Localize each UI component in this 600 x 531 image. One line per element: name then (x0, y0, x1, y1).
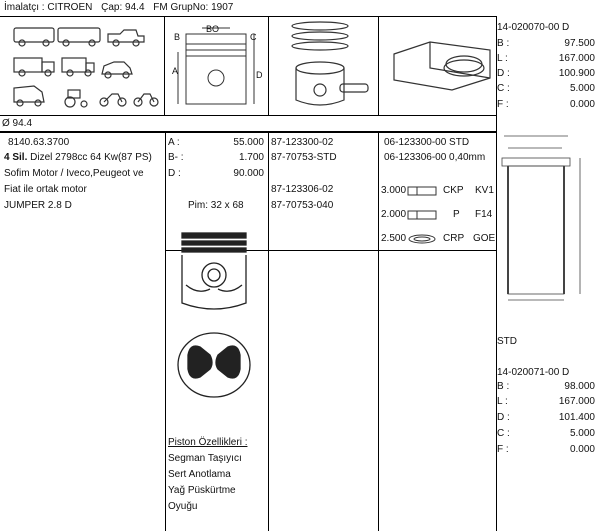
piston-dim-d: D : 90.000 (168, 168, 264, 179)
liner-alt-row-b: B : 98.000 (497, 381, 595, 392)
icon-row-bottom-rule (0, 115, 496, 116)
engine-desc: Dizel 2798cc 64 Kw(87 PS) (30, 152, 152, 163)
maker-text: İmalatçı : CITROEN (4, 2, 93, 13)
ring-row-1: 3.000 CKP KV1 (381, 185, 494, 196)
ring-code-std: 06-123300-00 STD (384, 137, 470, 148)
piston-code-1: 87-123300-02 (271, 137, 334, 148)
piston-dim-a: A : 55.000 (168, 137, 264, 148)
liner-std-row-l: L : 167.000 (497, 53, 595, 64)
top-rule (0, 16, 496, 17)
feature-1: Segman Taşıyıcı (168, 453, 242, 464)
piston-dimension-drawing (172, 22, 264, 112)
group-text: FM GrupNo: 1907 (153, 2, 234, 13)
liner-alt-row-c: C : 5.000 (497, 428, 595, 439)
piston-code-2: 87-70753-STD (271, 152, 337, 163)
piston-code-3: 87-123306-02 (271, 184, 334, 195)
ring-icon (407, 209, 437, 221)
liner-std-row-d: D : 100.900 (497, 68, 595, 79)
diagram-label-d: D (256, 70, 263, 80)
vline-1 (165, 133, 166, 531)
diagram-label-b: B (174, 32, 181, 42)
liner-std-row-b: B : 97.500 (497, 38, 595, 49)
liner-alt-row-f: F : 0.000 (497, 444, 595, 455)
engine-line1: Sofim Motor / Iveco,Peugeot ve (4, 168, 144, 179)
vline-2-top (268, 16, 269, 116)
liner-alt-row-d: D : 101.400 (497, 412, 595, 423)
engine-desc-line (4, 152, 152, 164)
ring-icon (407, 185, 437, 197)
liner-dimension-drawing (498, 130, 596, 310)
liner-alt-row-l: L : 167.000 (497, 396, 595, 407)
piston-section-drawing (170, 225, 265, 410)
bore-text: Çap: 94.4 (101, 2, 145, 13)
engine-line3: JUMPER 2.8 D (4, 200, 72, 211)
std-label: STD (497, 336, 517, 347)
piston-dim-b: B- : 1.700 (168, 152, 264, 163)
diagram-label-bo: BO (206, 24, 220, 34)
engine-line2: Fiat ile ortak motor (4, 184, 87, 195)
vline-3-top (378, 16, 379, 116)
piston-code-4: 87-70753-040 (271, 200, 334, 211)
liner-std-code: 14-020070-00 D (497, 22, 570, 33)
diagram-label-c: C (250, 32, 257, 42)
vehicle-icons (10, 20, 160, 112)
ring-row-2: 2.000 P F14 (381, 209, 493, 220)
feature-3: Yağ Püskürtme (168, 485, 236, 496)
diagram-label-a: A (172, 66, 179, 76)
diameter-label: Ø 94.4 (2, 118, 33, 129)
feature-4: Oyuğu (168, 501, 198, 512)
liner-std-row-f: F : 0.000 (497, 99, 595, 110)
cylinder-count: 4 Sil. (4, 152, 28, 163)
piston-rings-drawing (280, 20, 375, 112)
pin-size: Pim: 32 x 68 (188, 200, 244, 211)
header-line (4, 2, 239, 13)
vline-3 (378, 133, 379, 531)
vline-2 (268, 133, 269, 531)
features-title: Piston Özellikleri : (168, 437, 248, 448)
liner-alt-code: 14-020071-00 D (497, 367, 570, 378)
vline-1-top (164, 16, 165, 116)
feature-2: Sert Anotlama (168, 469, 231, 480)
liner-drawing (390, 34, 494, 94)
ring-row-3: 2.500 CRP GOE (381, 233, 496, 244)
ring-code-040: 06-123306-00 0,40mm (384, 152, 486, 163)
oil-ring-icon (407, 233, 437, 245)
liner-std-row-c: C : 5.000 (497, 83, 595, 94)
table-top-rule (0, 131, 496, 133)
engine-code: 8140.63.3700 (8, 137, 70, 148)
